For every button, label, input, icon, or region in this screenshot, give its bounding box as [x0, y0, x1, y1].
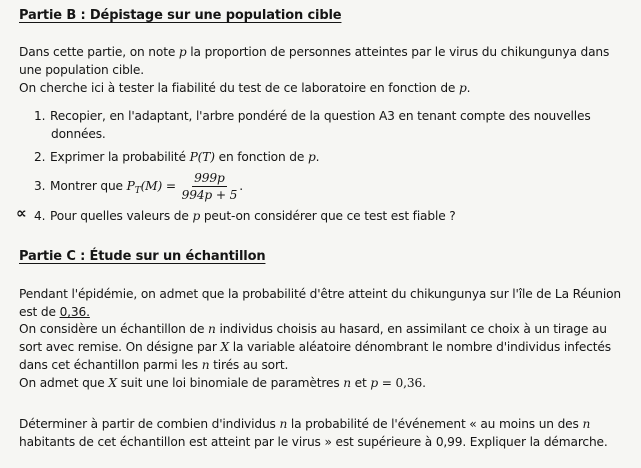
part-c-heading: Partie C : Étude sur un échantillon: [19, 249, 266, 264]
question-1-continuation: données.: [51, 127, 106, 141]
part-c-paragraph-1-line-1: Pendant l'épidémie, on admet que la probabilité d'être atteint du chikungunya sur l'île de La Réunion: [19, 287, 621, 301]
part-c-paragraph-4-line-2: habitants de cet échantillon est atteint par le virus » est supérieure à 0,99. Expliquer la démarche.: [19, 435, 608, 449]
part-b-intro-line-2: une population cible.: [19, 63, 144, 77]
part-c-paragraph-2-line-2: sort avec remise. On désigne par X la variable aléatoire dénombrant le nombre d'individus infectés: [19, 340, 611, 354]
part-c-paragraph-2-line-3: dans cet échantillon parmi les n tirés au sort.: [19, 358, 289, 372]
part-c-paragraph-3: On admet que X suit une loi binomiale de paramètres n et p = 0,36.: [19, 376, 426, 390]
part-c-paragraph-2-line-1: On considère un échantillon de n individus choisis au hasard, en assimilant ce choix à un tirage au: [19, 322, 607, 336]
part-c-paragraph-4-line-1: Déterminer à partir de combien d'individus n la probabilité de l'événement « au moins un des n: [19, 417, 591, 431]
handwritten-mark: ∝: [16, 204, 27, 222]
question-4: 4. Pour quelles valeurs de p peut-on considérer que ce test est fiable ?: [34, 209, 456, 223]
part-c-paragraph-1-line-2: est de 0,36.: [19, 305, 90, 319]
question-1: 1. Recopier, en l'adaptant, l'arbre pondéré de la question A3 en tenant compte des nouvelles: [34, 109, 591, 123]
part-b-intro-line-1: Dans cette partie, on note p la proportion de personnes atteintes par le virus du chikungunya dans: [19, 45, 610, 59]
part-b-intro-line-3: On cherche ici à tester la fiabilité du test de ce laboratoire en fonction de p.: [19, 81, 471, 95]
question-2: 2. Exprimer la probabilité P(T) en fonction de p.: [34, 150, 320, 164]
question-3: 3. Montrer que $P_T(M)$ = $\frac{999p}{994p + 5}$ .: [34, 171, 243, 203]
probability-fraction: $\frac{999p}{994p + 5}$: [181, 171, 238, 203]
part-b-heading: Partie B : Dépistage sur une population cible: [19, 8, 342, 23]
probability-value: 0,36.: [59, 305, 90, 319]
